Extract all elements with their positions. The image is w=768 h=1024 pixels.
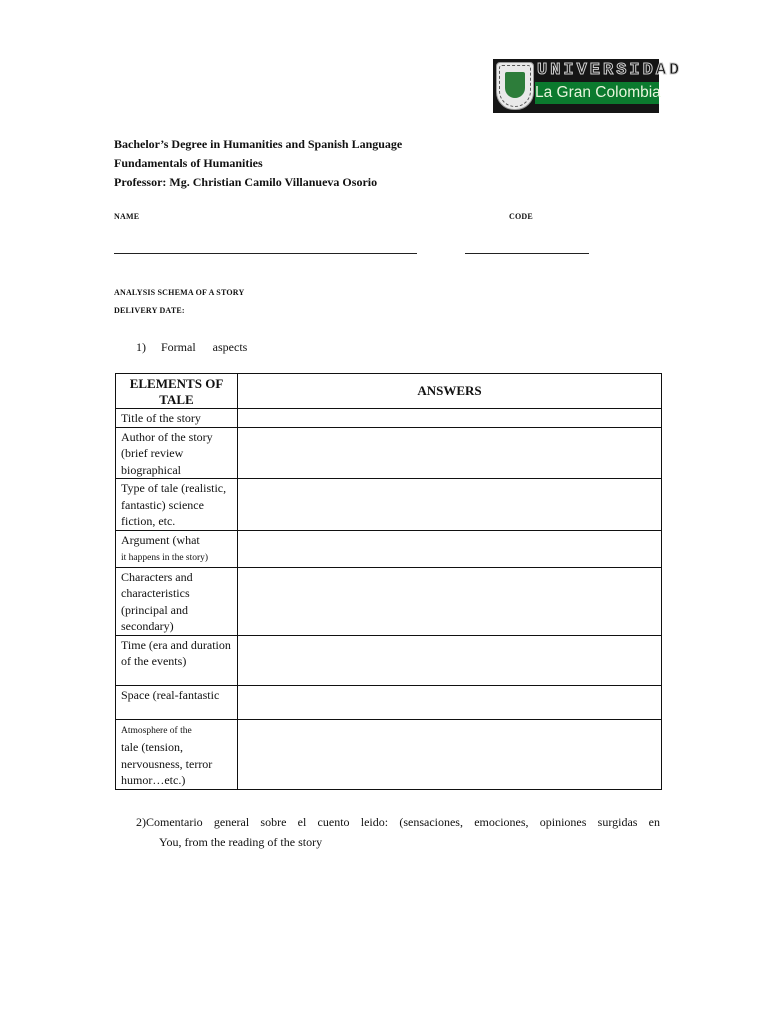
row-label-time: Time (era and duration of the events) (116, 635, 238, 685)
delivery-date-label: DELIVERY DATE: (114, 306, 185, 315)
table-row (116, 427, 662, 479)
row-label-atmosphere-a: Atmosphere of the (121, 725, 192, 736)
row-label-argument-b: it happens in the story) (121, 553, 209, 563)
header-answers: ANSWERS (238, 374, 662, 409)
comment-question-line1: 2)Comentario general sobre el cuento leido: (sensaciones, emociones, opiniones surgidas en (136, 815, 660, 829)
code-blank-line[interactable] (465, 253, 589, 254)
answer-cell-argument[interactable] (238, 530, 662, 567)
section-word-formal: Formal (161, 340, 196, 354)
schema-title: ANALYSIS SCHEMA OF A STORY (114, 288, 245, 297)
table-row (116, 530, 662, 567)
table-row (116, 567, 662, 635)
answer-cell-title[interactable] (238, 409, 662, 428)
table-row (116, 479, 662, 531)
table-row (116, 409, 662, 428)
table-row (116, 635, 662, 685)
section-word-aspects: aspects (212, 340, 248, 354)
row-label-argument-a: Argument (what (121, 532, 200, 547)
comment-question-line2: You, from the reading of the story (159, 835, 323, 849)
answer-cell-author[interactable] (238, 427, 662, 479)
university-logo (493, 59, 683, 113)
section-general-comment (136, 812, 660, 852)
section-number: 1) (136, 340, 146, 354)
row-label-author: Author of the story (brief review biographical (116, 427, 238, 479)
row-label-characters: Characters and characteristics (principal and secondary) (116, 567, 238, 635)
row-label-space: Space (real-fantastic (116, 685, 238, 719)
program-title: Bachelor’s Degree in Humanities and Spanish Language (114, 137, 403, 151)
row-label-atmosphere (116, 719, 238, 789)
answer-cell-space[interactable] (238, 685, 662, 719)
shield-icon (496, 62, 534, 110)
answer-cell-characters[interactable] (238, 567, 662, 635)
table-header-row (116, 374, 662, 409)
logo-university-text: UNIVERSIDAD (537, 61, 683, 80)
code-label: CODE (509, 212, 533, 221)
header-elements: ELEMENTS OF TALE (116, 374, 238, 409)
logo-name-text: La Gran Colombia (535, 82, 659, 104)
table-row (116, 719, 662, 789)
answer-cell-time[interactable] (238, 635, 662, 685)
shield-emblem (505, 72, 525, 98)
answer-cell-atmosphere[interactable] (238, 719, 662, 789)
row-label-atmosphere-b: tale (tension, nervousness, terror humor…etc.) (121, 740, 213, 787)
analysis-table (115, 373, 662, 790)
section-formal-aspects (136, 340, 247, 355)
row-label-argument (116, 530, 238, 567)
professor-line: Professor: Mg. Christian Camilo Villanueva Osorio (114, 175, 378, 189)
table-row (116, 685, 662, 719)
row-label-type: Type of tale (realistic, fantastic) science fiction, etc. (116, 479, 238, 531)
name-blank-line[interactable] (114, 253, 417, 254)
course-title: Fundamentals of Humanities (114, 156, 263, 170)
row-label-title: Title of the story (116, 409, 238, 428)
name-label: NAME (114, 212, 140, 221)
answer-cell-type[interactable] (238, 479, 662, 531)
